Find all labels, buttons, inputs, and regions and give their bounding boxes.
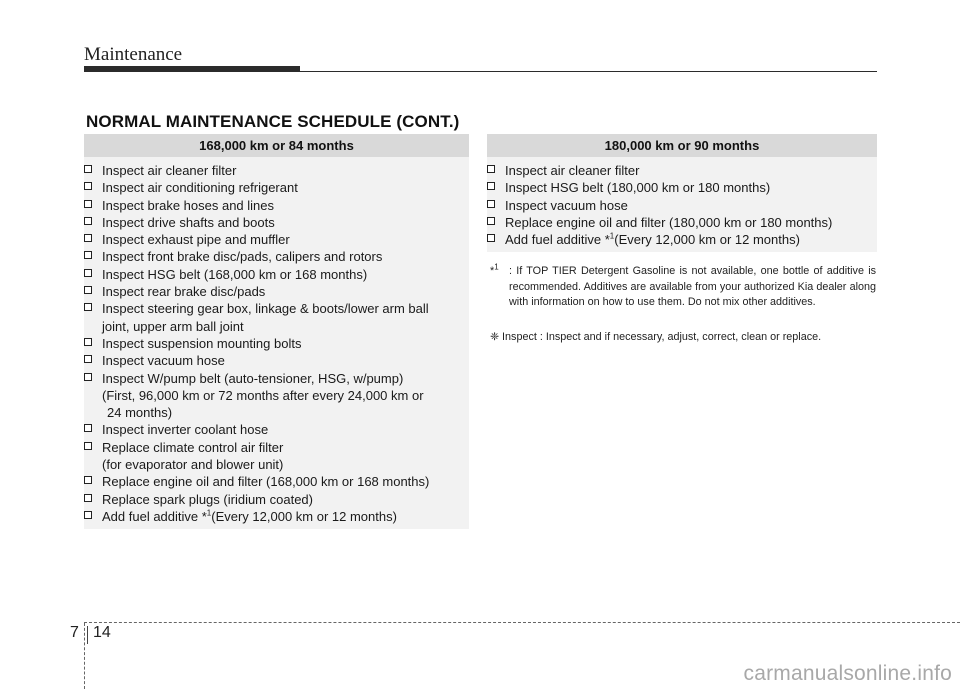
checkbox-icon	[84, 269, 92, 277]
checklist-item: Inspect W/pump belt (auto-tensioner, HSG, w/pump) (First, 96,000 km or 72 months after every 24,000 km or 24 months)	[84, 370, 469, 422]
checklist-item: Replace climate control air filter (for evaporator and blower unit)	[84, 439, 469, 474]
checklist-item: Inspect HSG belt (180,000 km or 180 months)	[487, 179, 877, 196]
checkbox-icon	[84, 165, 92, 173]
checklist-item: Inspect air cleaner filter	[84, 162, 469, 179]
footer-dashed-rule-vertical	[84, 623, 85, 689]
panel-header: 168,000 km or 84 months	[84, 134, 469, 157]
page-number: 14	[93, 624, 111, 641]
checklist-item: Replace spark plugs (iridium coated)	[84, 491, 469, 508]
checkbox-icon	[84, 511, 92, 519]
footnote-marker: *$^1$	[490, 262, 499, 277]
checkbox-icon	[84, 303, 92, 311]
checkbox-icon	[84, 200, 92, 208]
checklist-item: Inspect front brake disc/pads, calipers and rotors	[84, 248, 469, 265]
checklist-item: Inspect HSG belt (168,000 km or 168 months)	[84, 266, 469, 283]
chapter-number: 7	[70, 624, 79, 641]
checkbox-icon	[84, 355, 92, 363]
checklist-item: Add fuel additive *$^1$(Every 12,000 km or 12 months)	[487, 231, 877, 248]
checkbox-icon	[84, 251, 92, 259]
checkbox-icon	[84, 424, 92, 432]
checklist-item: Inspect brake hoses and lines	[84, 197, 469, 214]
section-title: NORMAL MAINTENANCE SCHEDULE (CONT.)	[86, 112, 460, 131]
checklist	[487, 157, 877, 252]
checkbox-icon	[84, 494, 92, 502]
footer-dashed-rule	[84, 622, 960, 623]
checklist-item: Inspect steering gear box, linkage & boots/lower arm ball joint, upper arm ball joint	[84, 300, 469, 335]
checkbox-icon	[487, 217, 495, 225]
footnote-fuel-additive	[490, 264, 876, 311]
checkbox-icon	[84, 234, 92, 242]
watermark: carmanualsonline.info	[743, 662, 952, 685]
header-rule-thin	[300, 71, 877, 72]
checkbox-icon	[487, 234, 495, 242]
checkbox-icon	[84, 217, 92, 225]
checkbox-icon	[84, 476, 92, 484]
checklist-item: Inspect vacuum hose	[487, 197, 877, 214]
checkbox-icon	[84, 286, 92, 294]
panel-header: 180,000 km or 90 months	[487, 134, 877, 157]
header-rule-thick	[84, 66, 300, 72]
schedule-panel-180000	[487, 134, 877, 252]
checklist-item: Inspect drive shafts and boots	[84, 214, 469, 231]
checkbox-icon	[84, 442, 92, 450]
checklist-item: Replace engine oil and filter (168,000 km or 168 months)	[84, 473, 469, 490]
checklist	[84, 157, 469, 529]
checkbox-icon	[487, 182, 495, 190]
page-number-separator	[87, 626, 88, 644]
checklist-item: Inspect inverter coolant hose	[84, 421, 469, 438]
checklist-item: Inspect vacuum hose	[84, 352, 469, 369]
checkbox-icon	[84, 182, 92, 190]
checkbox-icon	[487, 165, 495, 173]
checklist-item: Inspect exhaust pipe and muffler	[84, 231, 469, 248]
page-header-title: Maintenance	[84, 44, 183, 65]
checklist-item: Inspect air conditioning refrigerant	[84, 179, 469, 196]
checklist-item: Replace engine oil and filter (180,000 km or 180 months)	[487, 214, 877, 231]
checkbox-icon	[84, 338, 92, 346]
checkbox-icon	[487, 200, 495, 208]
footnote-text: : If TOP TIER Detergent Gasoline is not available, one bottle of additive is recommended. Additives are available from your authorized Kia dealer along with information on how to use them. Do not mix other additives.	[509, 265, 876, 308]
checklist-item: Inspect rear brake disc/pads	[84, 283, 469, 300]
schedule-panel-168000	[84, 134, 469, 529]
checklist-item: Inspect suspension mounting bolts	[84, 335, 469, 352]
checkbox-icon	[84, 373, 92, 381]
checklist-item: Inspect air cleaner filter	[487, 162, 877, 179]
inspect-definition-note: ❈ Inspect : Inspect and if necessary, adjust, correct, clean or replace.	[490, 331, 822, 343]
checklist-item: Add fuel additive *$^1$(Every 12,000 km or 12 months)	[84, 508, 469, 525]
